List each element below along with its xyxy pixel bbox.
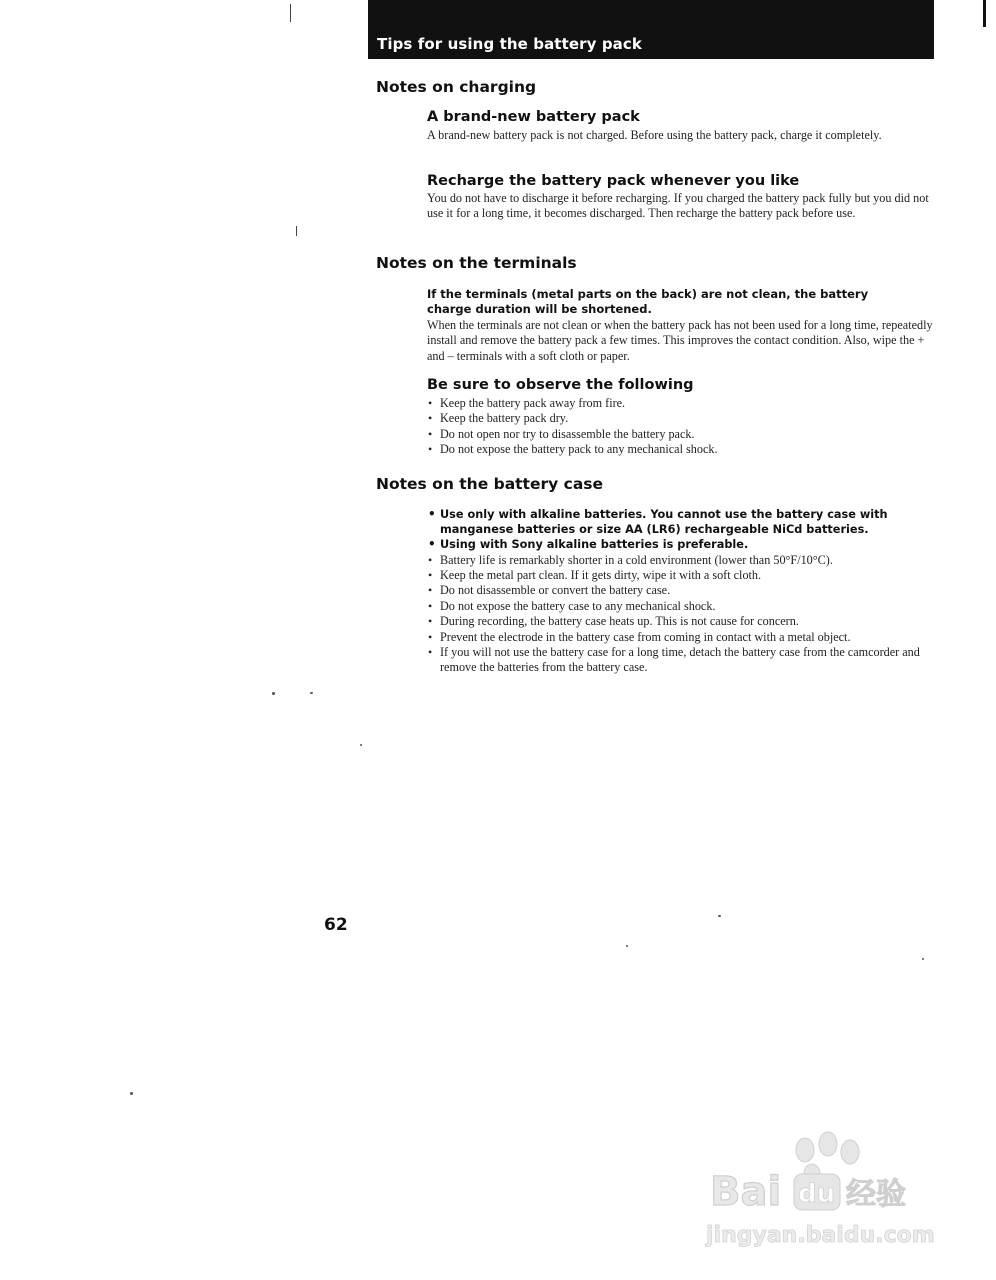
list-item: • During recording, the battery case heats up. This is not cause for concern. bbox=[427, 614, 933, 629]
paragraph-terminals: When the terminals are not clean or when the battery pack has not been used for a long time, repeatedly install and remove the battery pack a few times. This improves the contact condition. Also, wipe the + and – terminals with a soft cloth or paper. bbox=[427, 318, 933, 363]
scan-speck bbox=[130, 1092, 133, 1095]
section-title-battery-case: Notes on the battery case bbox=[376, 475, 604, 493]
svg-text:du: du bbox=[798, 1179, 836, 1209]
observe-list bbox=[427, 396, 933, 458]
list-item: • Do not expose the battery case to any mechanical shock. bbox=[427, 599, 933, 614]
paragraph-recharge: You do not have to discharge it before recharging. If you charged the battery pack fully but you did not use it for a long time, it becomes discharged. Then recharge the battery pack before use. bbox=[427, 191, 929, 221]
scan-mark bbox=[296, 226, 297, 236]
paragraph-brand-new: A brand-new battery pack is not charged. Before using the battery pack, charge it completely. bbox=[427, 128, 882, 142]
scan-speck bbox=[626, 945, 628, 947]
list-item: • Keep the battery pack away from fire. bbox=[427, 396, 933, 411]
section-header-bar bbox=[368, 0, 934, 59]
svg-text:jingyan.baidu.com: jingyan.baidu.com bbox=[706, 1223, 935, 1248]
subtitle-brand-new: A brand-new battery pack bbox=[427, 109, 640, 125]
scan-speck bbox=[360, 744, 362, 746]
edge-mark bbox=[983, 0, 986, 27]
list-item: • Do not open nor try to disassemble the battery pack. bbox=[427, 427, 933, 442]
page-number: 62 bbox=[324, 915, 348, 935]
list-item: • Do not expose the battery pack to any mechanical shock. bbox=[427, 442, 933, 457]
scan-speck bbox=[922, 958, 924, 960]
scan-speck bbox=[272, 692, 275, 695]
battery-case-list bbox=[427, 507, 933, 676]
svg-text:经验: 经验 bbox=[846, 1177, 906, 1212]
terminals-lead: If the terminals (metal parts on the back) are not clean, the battery charge duration will be shortened. bbox=[427, 287, 869, 316]
scan-speck bbox=[718, 915, 721, 917]
scan-mark bbox=[290, 4, 291, 22]
svg-text:Bai: Bai bbox=[710, 1169, 782, 1215]
baidu-watermark-logo bbox=[700, 1130, 940, 1260]
list-item: • Do not disassemble or convert the battery case. bbox=[427, 583, 933, 598]
list-item: • If you will not use the battery case for a long time, detach the battery case from the camcorder and remove the batteries from the battery case. bbox=[427, 645, 933, 676]
list-item: • Prevent the electrode in the battery case from coming in contact with a metal object. bbox=[427, 630, 933, 645]
list-item: • Battery life is remarkably shorter in a cold environment (lower than 50°F/10°C). bbox=[427, 553, 933, 568]
subtitle-recharge: Recharge the battery pack whenever you like bbox=[427, 173, 800, 189]
scan-speck bbox=[310, 692, 313, 694]
header-title: Tips for using the battery pack bbox=[377, 35, 642, 53]
section-title-charging: Notes on charging bbox=[376, 78, 537, 96]
subtitle-observe: Be sure to observe the following bbox=[427, 377, 694, 393]
list-item-bold: • Use only with alkaline batteries. You cannot use the battery case with manganese batteries or size AA (LR6) rechargeable NiCd batteries. bbox=[427, 507, 933, 537]
list-item: • Keep the metal part clean. If it gets dirty, wipe it with a soft cloth. bbox=[427, 568, 933, 583]
section-title-terminals: Notes on the terminals bbox=[376, 254, 577, 272]
list-item: • Keep the battery pack dry. bbox=[427, 411, 933, 426]
list-item-bold: • Using with Sony alkaline batteries is preferable. bbox=[427, 537, 933, 552]
